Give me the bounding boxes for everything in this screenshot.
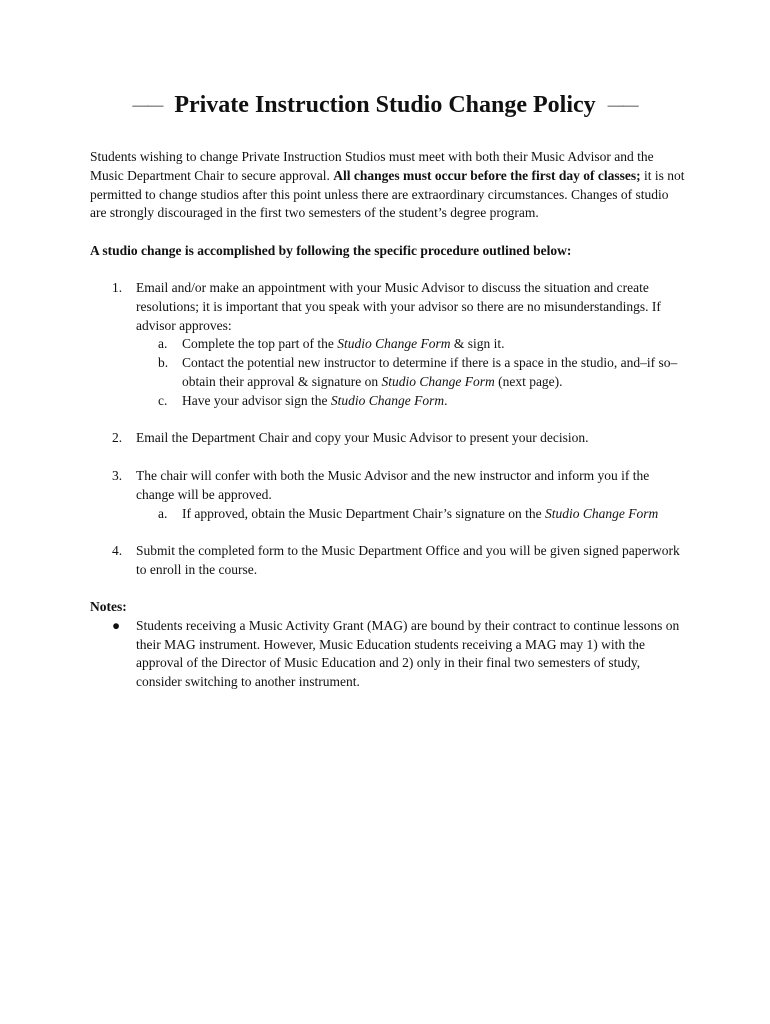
sub-text: Have your advisor sign the — [182, 392, 328, 408]
form-name: Studio Change Form — [330, 392, 445, 408]
step-number: 4. — [112, 543, 123, 559]
sub-text: & sign it. — [453, 336, 505, 352]
notes-label: Notes: — [90, 599, 127, 614]
sub-text: (next page). — [498, 373, 563, 389]
step-3-sub-a — [136, 505, 685, 524]
intro-paragraph — [90, 148, 685, 223]
step-text: The chair will confer with both the Music Advisor and the new instructor and inform you if the change will be approved. — [136, 467, 650, 502]
sub-letter: c. — [158, 392, 168, 408]
sub-text: Complete the top part of the — [182, 336, 334, 352]
step-number: 3. — [112, 467, 123, 483]
step-4 — [90, 542, 685, 580]
sub-text: Contact the potential new instructor to determine if there is a space in the studio, and–if so–obtain their approval & signature on — [182, 355, 678, 389]
sub-letter: b. — [158, 355, 169, 371]
step-1-sub-a — [136, 335, 685, 354]
step-1-sub-c — [136, 392, 685, 411]
step-text: Email the Department Chair and copy your Music Advisor to present your decision. — [136, 430, 589, 446]
note-item — [90, 617, 685, 692]
sub-letter: a. — [158, 336, 168, 352]
step-2 — [90, 429, 685, 448]
form-name: Studio Change Form — [381, 373, 495, 389]
intro-text-1: Students wishing to change Private Instruction Studios must meet with both their Music Advisor and the Music Department Chair to secure approval. — [90, 149, 654, 183]
step-number: 1. — [112, 280, 123, 295]
step-3 — [90, 467, 685, 523]
form-name: Studio Change Form — [337, 336, 451, 352]
title-right-rule: —— — [607, 96, 638, 114]
notes-section — [90, 598, 685, 692]
form-name: Studio Change Form — [545, 505, 659, 521]
bullet-icon: ● — [112, 617, 121, 633]
step-1 — [90, 279, 685, 411]
intro-text-2: it is not permitted to change studios after this point unless there are extraordinary circumstances. Changes of studio are strongly discouraged in the first two semesters of the student’s degree program. — [90, 167, 685, 221]
sub-text: . — [444, 392, 448, 408]
step-text: Submit the completed form to the Music Department Office and you will be given signed paperwork to enroll in the course. — [136, 543, 680, 577]
title-left-rule: —— — [132, 96, 163, 114]
sub-letter: a. — [158, 505, 168, 521]
procedure-heading: A studio change is accomplished by following the specific procedure outlined below: — [90, 243, 572, 258]
intro-bold-text: All changes must occur before the first day of classes; — [333, 167, 641, 183]
step-number: 2. — [112, 430, 123, 446]
sub-text: If approved, obtain the Music Department Chair’s signature on the — [182, 505, 542, 521]
procedure-steps — [90, 279, 685, 599]
step-1-sub-b — [136, 354, 685, 392]
note-text: Students receiving a Music Activity Grant (MAG) are bound by their contract to continue lessons on their MAG instrument. However, Music Education students receiving a MAG may 1) with the approval of the Director of Music Education and 2) only in their final two semesters of study, consider switching to another instrument. — [136, 617, 680, 690]
title-row — [0, 92, 770, 119]
page-title: Private Instruction Studio Change Policy — [174, 92, 596, 118]
step-text: Email and/or make an appointment with your Music Advisor to discuss the situation and create resolutions; it is important that you speak with your advisor so there are no misunderstandings. If advisor approves: — [136, 280, 661, 333]
